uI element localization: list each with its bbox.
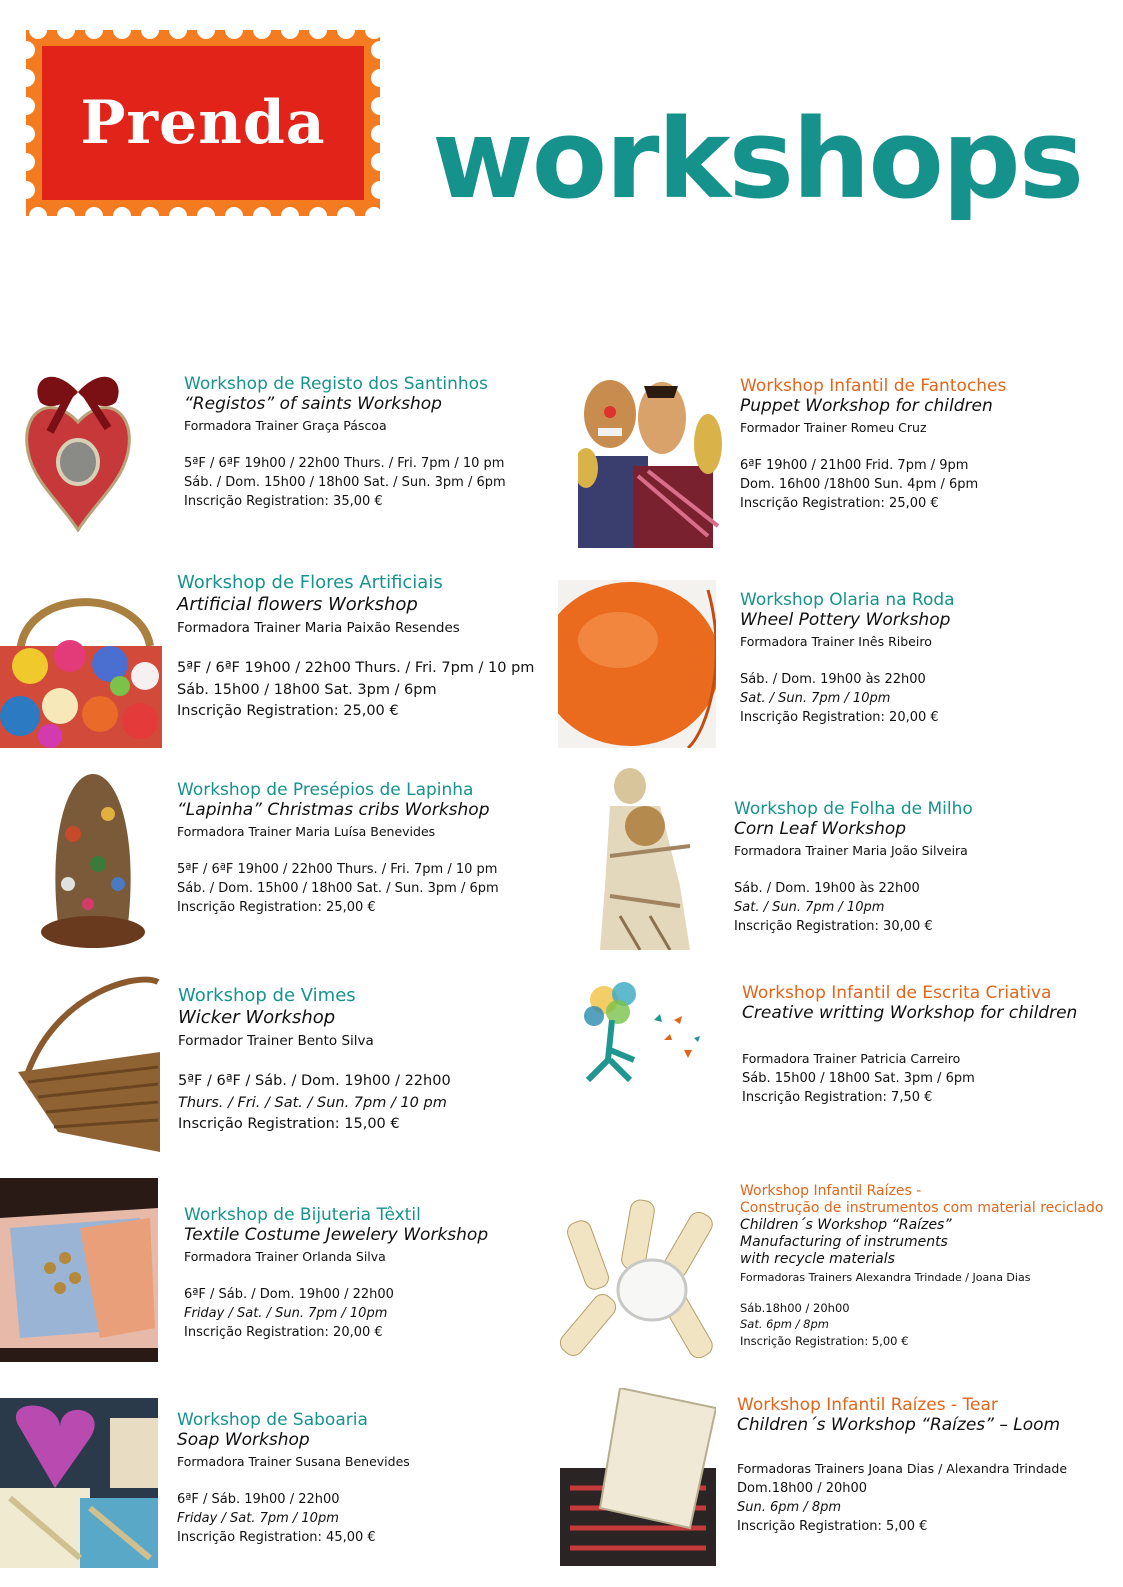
workshop-trainer: Formadora Trainer Orlanda Silva: [184, 1249, 386, 1265]
workshop-registration: Inscrição Registration: 20,00 €: [184, 1325, 383, 1341]
workshop-trainer: Formador Trainer Romeu Cruz: [740, 420, 927, 436]
textile-bracelet-image: [0, 1178, 158, 1362]
workshop-title-line2: Construção de instrumentos com material reciclado: [740, 1199, 1104, 1216]
prenda-logo: [26, 30, 380, 216]
workshop-schedule-line: 6ªF 19h00 / 21h00 Frid. 7pm / 9pm: [740, 457, 969, 473]
workshop-schedule-line: 5ªF / 6ªF 19h00 / 22h00 Thurs. / Fri. 7pm / 10 pm: [184, 455, 505, 471]
workshop-title: Workshop Infantil Raízes - Tear: [737, 1395, 998, 1415]
workshop-flores: [177, 572, 534, 723]
workshop-title: Workshop de Vimes: [178, 985, 356, 1006]
page-title: workshops: [432, 95, 1083, 223]
wicker-basket-image: [18, 972, 160, 1154]
workshop-schedule-line: Thurs. / Fri. / Sat. / Sun. 7pm / 10 pm: [178, 1094, 447, 1111]
loom-image: [560, 1388, 716, 1566]
workshop-subtitle: Creative writting Workshop for children: [742, 1003, 1078, 1024]
workshop-registration: Inscrição Registration: 25,00 €: [177, 703, 399, 720]
workshop-registration: Inscrição Registration: 5,00 €: [740, 1334, 909, 1349]
workshop-registration: Inscrição Registration: 35,00 €: [184, 494, 383, 510]
workshop-presepios: [177, 780, 499, 917]
flower-basket-image: [0, 586, 162, 748]
logo-text: Prenda: [80, 88, 326, 158]
workshop-olaria: [740, 590, 955, 727]
workshop-trainer: Formadora Trainer Susana Benevides: [177, 1454, 410, 1470]
workshop-schedule-line: Sun. 6pm / 8pm: [737, 1499, 842, 1515]
workshop-raizes-tear: [737, 1395, 1067, 1536]
workshop-fantoches: [740, 376, 1006, 513]
workshop-subtitle: Children´s Workshop “Raízes”: [740, 1216, 952, 1233]
christmas-crib-image: [38, 774, 148, 950]
creative-writing-tree-image: [574, 980, 704, 1084]
workshop-title: Workshop de Folha de Milho: [734, 799, 973, 819]
workshop-bijuteria: [184, 1205, 488, 1342]
workshop-subtitle: “Registos” of saints Workshop: [184, 394, 442, 415]
workshop-title: Workshop de Bijuteria Têxtil: [184, 1205, 421, 1225]
workshop-title: Workshop de Presépios de Lapinha: [177, 780, 474, 800]
workshop-registration: Inscrição Registration: 30,00 €: [734, 919, 933, 935]
soap-image: [0, 1398, 158, 1568]
workshop-subtitle: Wicker Workshop: [178, 1006, 336, 1028]
workshop-subtitle: Artificial flowers Workshop: [177, 593, 418, 615]
workshop-schedule-line: Sáb.18h00 / 20h00: [740, 1300, 850, 1315]
workshop-schedule-line: Sáb. / Dom. 19h00 às 22h00: [734, 880, 920, 896]
workshop-subtitle-line3: with recycle materials: [740, 1250, 895, 1267]
workshop-vimes: [178, 985, 451, 1136]
workshop-schedule-line: 6ªF / Sáb. / Dom. 19h00 / 22h00: [184, 1286, 394, 1302]
workshop-registration: Inscrição Registration: 7,50 €: [742, 1089, 933, 1105]
workshop-title: Workshop Infantil Raízes -: [740, 1183, 922, 1199]
workshop-schedule-line: 5ªF / 6ªF 19h00 / 22h00 Thurs. / Fri. 7pm / 10 pm: [177, 861, 498, 877]
pottery-image: [558, 580, 716, 748]
workshop-schedule-line: 5ªF / 6ªF 19h00 / 22h00 Thurs. / Fri. 7pm / 10 pm: [177, 659, 535, 676]
workshop-schedule-line: Sat. / Sun. 7pm / 10pm: [734, 899, 885, 915]
workshop-subtitle: Puppet Workshop for children: [740, 396, 993, 417]
workshop-registration: Inscrição Registration: 25,00 €: [177, 900, 376, 916]
workshop-schedule-line: 6ªF / Sáb. 19h00 / 22h00: [177, 1491, 340, 1507]
workshop-escrita-criativa: [742, 983, 1077, 1107]
heart-ornament-image: [20, 362, 136, 532]
workshop-title: Workshop de Registo dos Santinhos: [184, 374, 488, 394]
workshop-subtitle: Corn Leaf Workshop: [734, 819, 907, 840]
workshop-trainer: Formadora Trainer Graça Páscoa: [184, 418, 387, 434]
workshop-trainer: Formadora Trainer Maria Paixão Resendes: [177, 619, 460, 636]
workshop-trainer: Formadora Trainer Maria Luísa Benevides: [177, 824, 436, 840]
workshop-schedule-line: Sat. 6pm / 8pm: [740, 1317, 829, 1332]
workshop-schedule-line: Dom. 16h00 /18h00 Sun. 4pm / 6pm: [740, 476, 979, 492]
workshop-schedule-line: Sáb. 15h00 / 18h00 Sat. 3pm / 6pm: [742, 1070, 975, 1086]
workshop-schedule-line: 5ªF / 6ªF / Sáb. / Dom. 19h00 / 22h00: [178, 1072, 451, 1089]
workshop-schedule-line: Sáb. / Dom. 15h00 / 18h00 Sat. / Sun. 3pm / 6pm: [184, 474, 506, 490]
workshop-saboaria: [177, 1410, 410, 1547]
workshop-schedule-line: Sáb. / Dom. 19h00 às 22h00: [740, 671, 926, 687]
workshop-subtitle-line2: Manufacturing of instruments: [740, 1233, 948, 1250]
workshop-registration: Inscrição Registration: 45,00 €: [177, 1530, 376, 1546]
workshop-trainer: Formadora Trainer Maria João Silveira: [734, 843, 968, 859]
puppets-image: [578, 376, 728, 548]
workshop-subtitle: Children´s Workshop “Raízes” – Loom: [737, 1415, 1061, 1436]
workshop-schedule-line: Sat. / Sun. 7pm / 10pm: [740, 690, 891, 706]
workshop-trainer: Formadoras Trainers Joana Dias / Alexandra Trindade: [737, 1461, 1068, 1477]
workshop-schedule-line: Sáb. / Dom. 15h00 / 18h00 Sat. / Sun. 3pm / 6pm: [177, 880, 499, 896]
workshop-subtitle: “Lapinha” Christmas cribs Workshop: [177, 800, 490, 821]
workshop-raizes-instrumentos: [740, 1183, 1103, 1350]
workshop-subtitle: Textile Costume Jewelery Workshop: [184, 1225, 489, 1246]
workshop-trainer: Formadoras Trainers Alexandra Trindade / Joana Dias: [740, 1270, 1031, 1284]
workshop-santinhos: [184, 374, 506, 511]
workshop-schedule-line: Sáb. 15h00 / 18h00 Sat. 3pm / 6pm: [177, 681, 437, 698]
workshop-trainer: Formadora Trainer Inês Ribeiro: [740, 634, 932, 650]
workshop-schedule-line: Dom.18h00 / 20h00: [737, 1480, 868, 1496]
workshop-title: Workshop Infantil de Escrita Criativa: [742, 983, 1052, 1003]
workshop-title: Workshop de Saboaria: [177, 1410, 368, 1430]
workshop-title: Workshop Infantil de Fantoches: [740, 376, 1007, 396]
workshop-title: Workshop de Flores Artificiais: [177, 572, 443, 593]
workshop-registration: Inscrição Registration: 25,00 €: [740, 496, 939, 512]
workshop-schedule-line: Friday / Sat. 7pm / 10pm: [177, 1510, 339, 1526]
workshop-registration: Inscrição Registration: 20,00 €: [740, 710, 939, 726]
workshop-subtitle: Wheel Pottery Workshop: [740, 610, 951, 631]
workshop-trainer: Formadora Trainer Patricia Carreiro: [742, 1051, 961, 1067]
workshop-schedule-line: Friday / Sat. / Sun. 7pm / 10pm: [184, 1305, 388, 1321]
workshop-title: Workshop Olaria na Roda: [740, 590, 955, 610]
workshop-registration: Inscrição Registration: 15,00 €: [178, 1116, 400, 1133]
workshop-registration: Inscrição Registration: 5,00 €: [737, 1519, 928, 1535]
corn-leaf-doll-image: [590, 766, 702, 950]
workshop-subtitle: Soap Workshop: [177, 1430, 310, 1451]
workshop-trainer: Formador Trainer Bento Silva: [178, 1032, 374, 1049]
workshop-folha-milho: [734, 799, 973, 936]
recycled-instruments-image: [556, 1190, 726, 1362]
